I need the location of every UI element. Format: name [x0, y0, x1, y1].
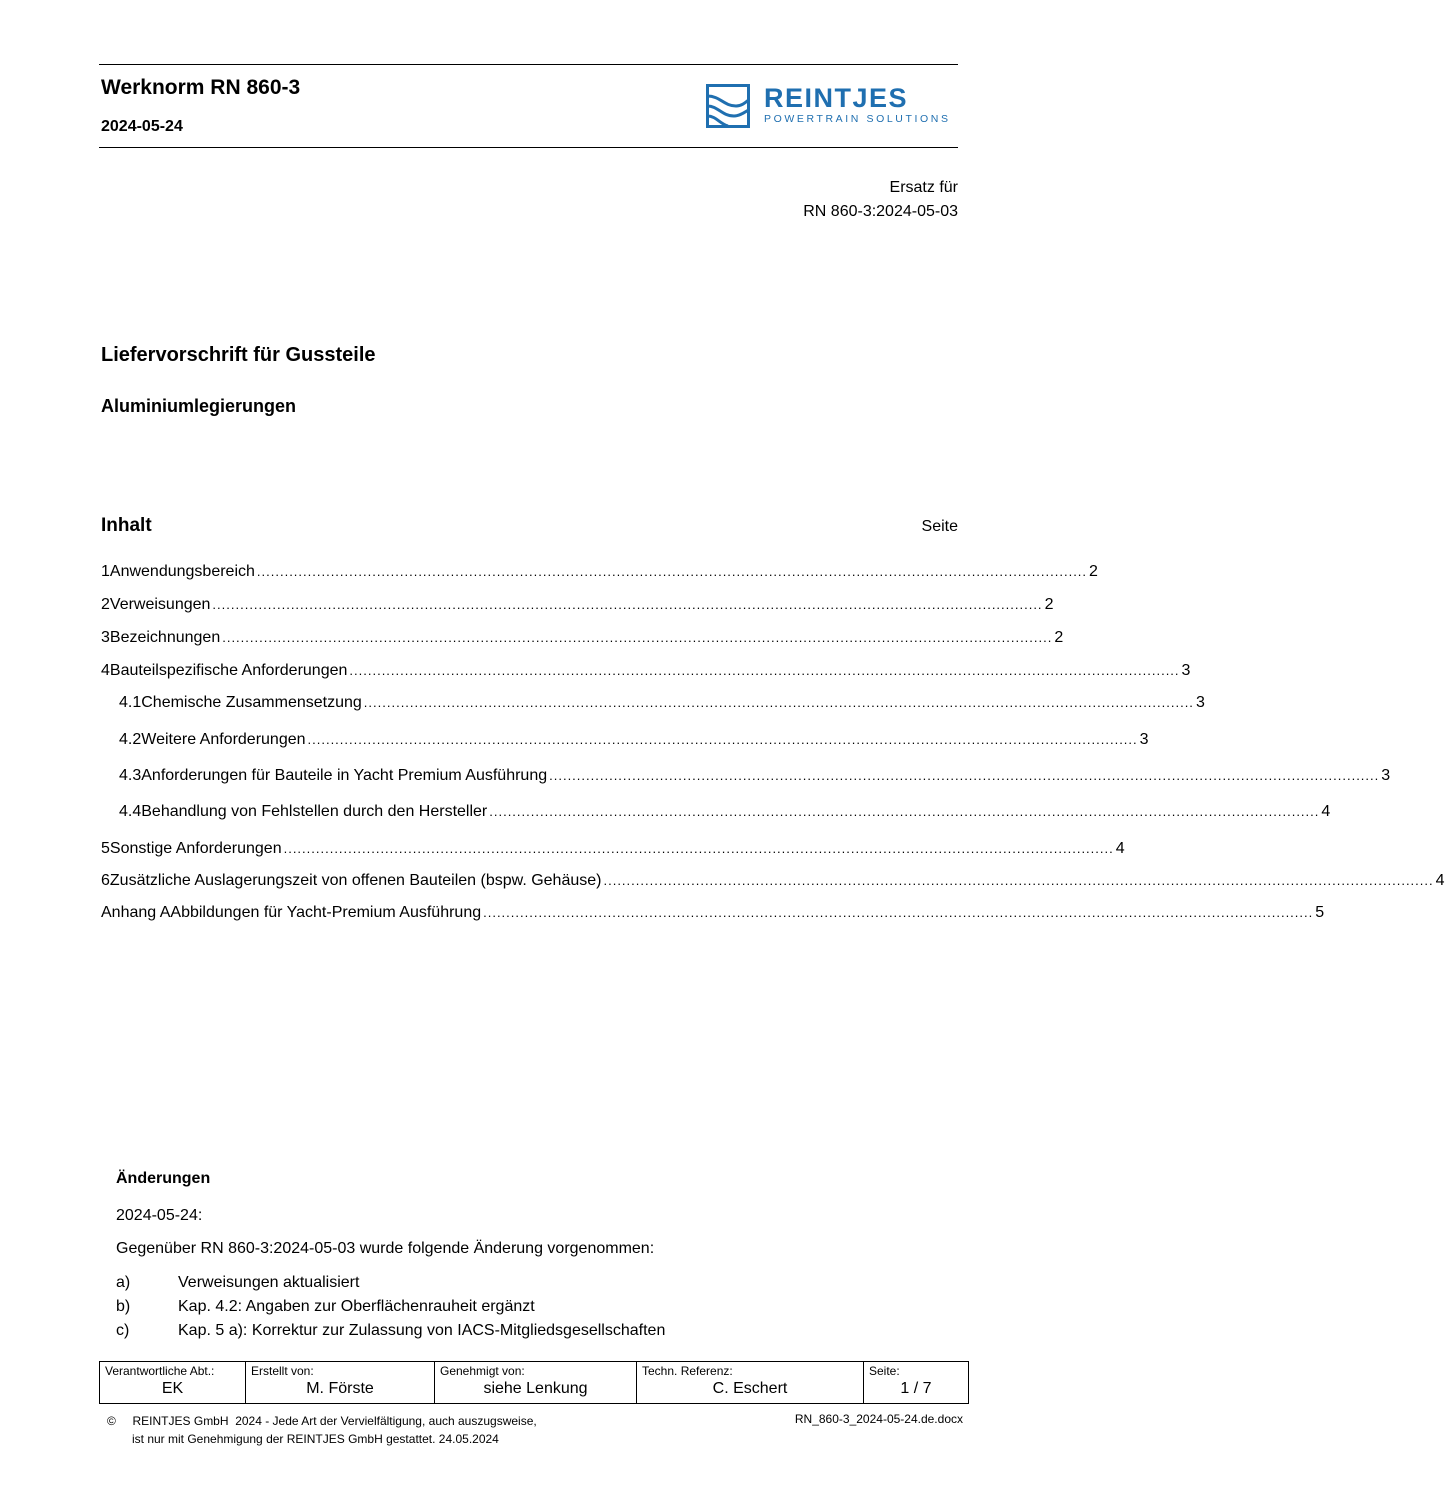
toc-entry-page: 4 [1321, 803, 1331, 820]
toc-entry-title: Chemische Zusammensetzung [141, 694, 362, 711]
toc-entry-title: Verweisungen [109, 596, 211, 613]
toc-entry-title: Zusätzliche Auslagerungszeit von offenen Bauteilen (bspw. Gehäuse) [109, 872, 602, 889]
toc-entry-page: 3 [1195, 694, 1205, 711]
changes-date: 2024-05-24: [116, 1207, 203, 1224]
change-item [116, 1298, 535, 1316]
toc-heading: Inhalt [101, 515, 152, 536]
toc-leader: .................................................................................................................................................................................... [349, 663, 1180, 678]
copyright-line-2: ist nur mit Genehmigung der REINTJES GmbH gestattet. 24.05.2024 [132, 1432, 499, 1446]
footer-cell-approver [435, 1362, 637, 1404]
toc-entry-title: Bauteilspezifische Anforderungen [109, 662, 348, 679]
footer-approval-table [99, 1361, 969, 1404]
toc-entry[interactable] [101, 872, 1445, 894]
toc-leader: .................................................................................................................................................................................... [489, 804, 1320, 819]
toc-leader: .................................................................................................................................................................................... [222, 630, 1053, 645]
toc-page-label: Seite [921, 518, 958, 535]
toc-entry[interactable] [101, 596, 1054, 618]
toc-entry-page: 3 [1139, 731, 1149, 748]
footer-cell-value: siehe Lenkung [483, 1380, 588, 1397]
footer-cell-value: C. Eschert [712, 1380, 788, 1397]
company-logo [706, 83, 958, 129]
copyright-notice [107, 1412, 537, 1448]
toc-entry-number: 4 [101, 662, 110, 679]
footer-cell-caption: Verantwortliche Abt.: [105, 1364, 215, 1378]
table-row [100, 1362, 969, 1404]
footer-cell-department [100, 1362, 246, 1404]
change-item-label: c) [116, 1322, 130, 1339]
document-filename: RN_860-3_2024-05-24.de.docx [794, 1412, 963, 1426]
change-item-text: Kap. 4.2: Angaben zur Oberflächenrauheit ergänzt [178, 1298, 535, 1315]
toc-entry-number: Anhang A [101, 904, 171, 921]
changes-intro: Gegenüber RN 860-3:2024-05-03 wurde folgende Änderung vorgenommen: [116, 1240, 655, 1257]
toc-entry[interactable] [101, 629, 1064, 651]
toc-entry-page: 2 [1044, 596, 1054, 613]
footer-cell-author [246, 1362, 435, 1404]
toc-entry-page: 4 [1115, 840, 1125, 857]
toc-entry-page: 2 [1089, 563, 1098, 580]
logo-tagline: POWERTRAIN SOLUTIONS [764, 113, 951, 125]
toc-entry[interactable] [119, 803, 1331, 825]
toc-entry-number: 6 [101, 872, 110, 889]
change-item [116, 1274, 359, 1292]
toc-entry-page: 4 [1435, 872, 1445, 889]
header-bottom-rule [99, 147, 958, 148]
replacement-reference: RN 860-3:2024-05-03 [803, 203, 958, 220]
document-number: Werknorm RN 860-3 [101, 76, 301, 99]
toc-entry-title: Abbildungen für Yacht-Premium Ausführung [170, 904, 482, 921]
toc-entry-number: 1 [101, 563, 110, 580]
toc-entry-title: Anforderungen für Bauteile in Yacht Premium Ausführung [141, 767, 548, 784]
logo-wordmark: REINTJES [764, 83, 909, 113]
footer-cell-caption: Erstellt von: [251, 1364, 314, 1378]
change-item-label: b) [116, 1298, 131, 1315]
toc-leader: .................................................................................................................................................................................... [307, 732, 1138, 747]
footer-cell-caption: Techn. Referenz: [642, 1364, 733, 1378]
toc-entry-number: 4.3 [119, 767, 142, 784]
toc-entry-number: 4.4 [119, 803, 142, 820]
toc-entry[interactable] [101, 904, 1325, 926]
toc-entry-page: 3 [1181, 662, 1191, 679]
footer-cell-caption: Seite: [869, 1364, 900, 1378]
toc-entry-number: 5 [101, 840, 110, 857]
toc-entry-number: 3 [101, 629, 110, 646]
toc-leader: .................................................................................................................................................................................... [483, 905, 1314, 920]
footer-cell-value: M. Förste [306, 1380, 374, 1397]
toc-entry-page: 5 [1315, 904, 1325, 921]
toc-leader: .................................................................................................................................................................................... [363, 695, 1194, 710]
toc-entry-number: 4.2 [119, 731, 142, 748]
toc-entry-title: Sonstige Anforderungen [109, 840, 282, 857]
logo-mark-icon [706, 84, 750, 128]
changes-heading: Änderungen [116, 1170, 211, 1187]
toc-entry[interactable] [101, 563, 1098, 585]
toc-entry-title: Behandlung von Fehlstellen durch den Hersteller [141, 803, 488, 820]
change-item-label: a) [116, 1274, 131, 1291]
toc-entry-number: 4.1 [119, 694, 142, 711]
toc-entry[interactable] [119, 767, 1391, 789]
replacement-label: Ersatz für [889, 179, 958, 196]
change-item [116, 1322, 665, 1340]
footer-cell-value: EK [161, 1380, 184, 1397]
document-title: Liefervorschrift für Gussteile [101, 344, 376, 366]
change-item-text: Verweisungen aktualisiert [178, 1274, 360, 1291]
footer-cell-caption: Genehmigt von: [440, 1364, 525, 1378]
toc-entry-title: Anwendungsbereich [109, 563, 255, 580]
toc-entry-number: 2 [101, 596, 110, 613]
header-top-rule [99, 64, 958, 65]
change-item-text: Kap. 5 a): Korrektur zur Zulassung von IACS-Mitgliedsgesellschaften [178, 1322, 666, 1339]
toc-leader: .................................................................................................................................................................................... [603, 873, 1434, 888]
document-date: 2024-05-24 [101, 118, 183, 135]
toc-leader: .................................................................................................................................................................................... [212, 597, 1043, 612]
toc-entry-page: 2 [1054, 629, 1064, 646]
toc-entry[interactable] [119, 694, 1205, 716]
footer-cell-page [864, 1362, 969, 1404]
replacement-note [803, 176, 958, 224]
toc-leader: .................................................................................................................................................................................... [549, 768, 1380, 783]
toc-entry-title: Weitere Anforderungen [141, 731, 306, 748]
copyright-line-1: © REINTJES GmbH 2024 - Jede Art der Vervielfältigung, auch auszugsweise, [107, 1414, 537, 1428]
footer-cell-tech-reference [637, 1362, 864, 1404]
toc-entry-title: Bezeichnungen [109, 629, 221, 646]
document-subtitle: Aluminiumlegierungen [101, 396, 297, 416]
toc-entry[interactable] [101, 662, 1191, 684]
toc-entry[interactable] [119, 731, 1149, 753]
toc-leader: .................................................................................................................................................................................... [256, 564, 1088, 579]
toc-entry[interactable] [101, 840, 1125, 862]
toc-entry-page: 3 [1381, 767, 1391, 784]
toc-leader: .................................................................................................................................................................................... [283, 841, 1114, 856]
footer-cell-value: 1 / 7 [900, 1380, 932, 1397]
